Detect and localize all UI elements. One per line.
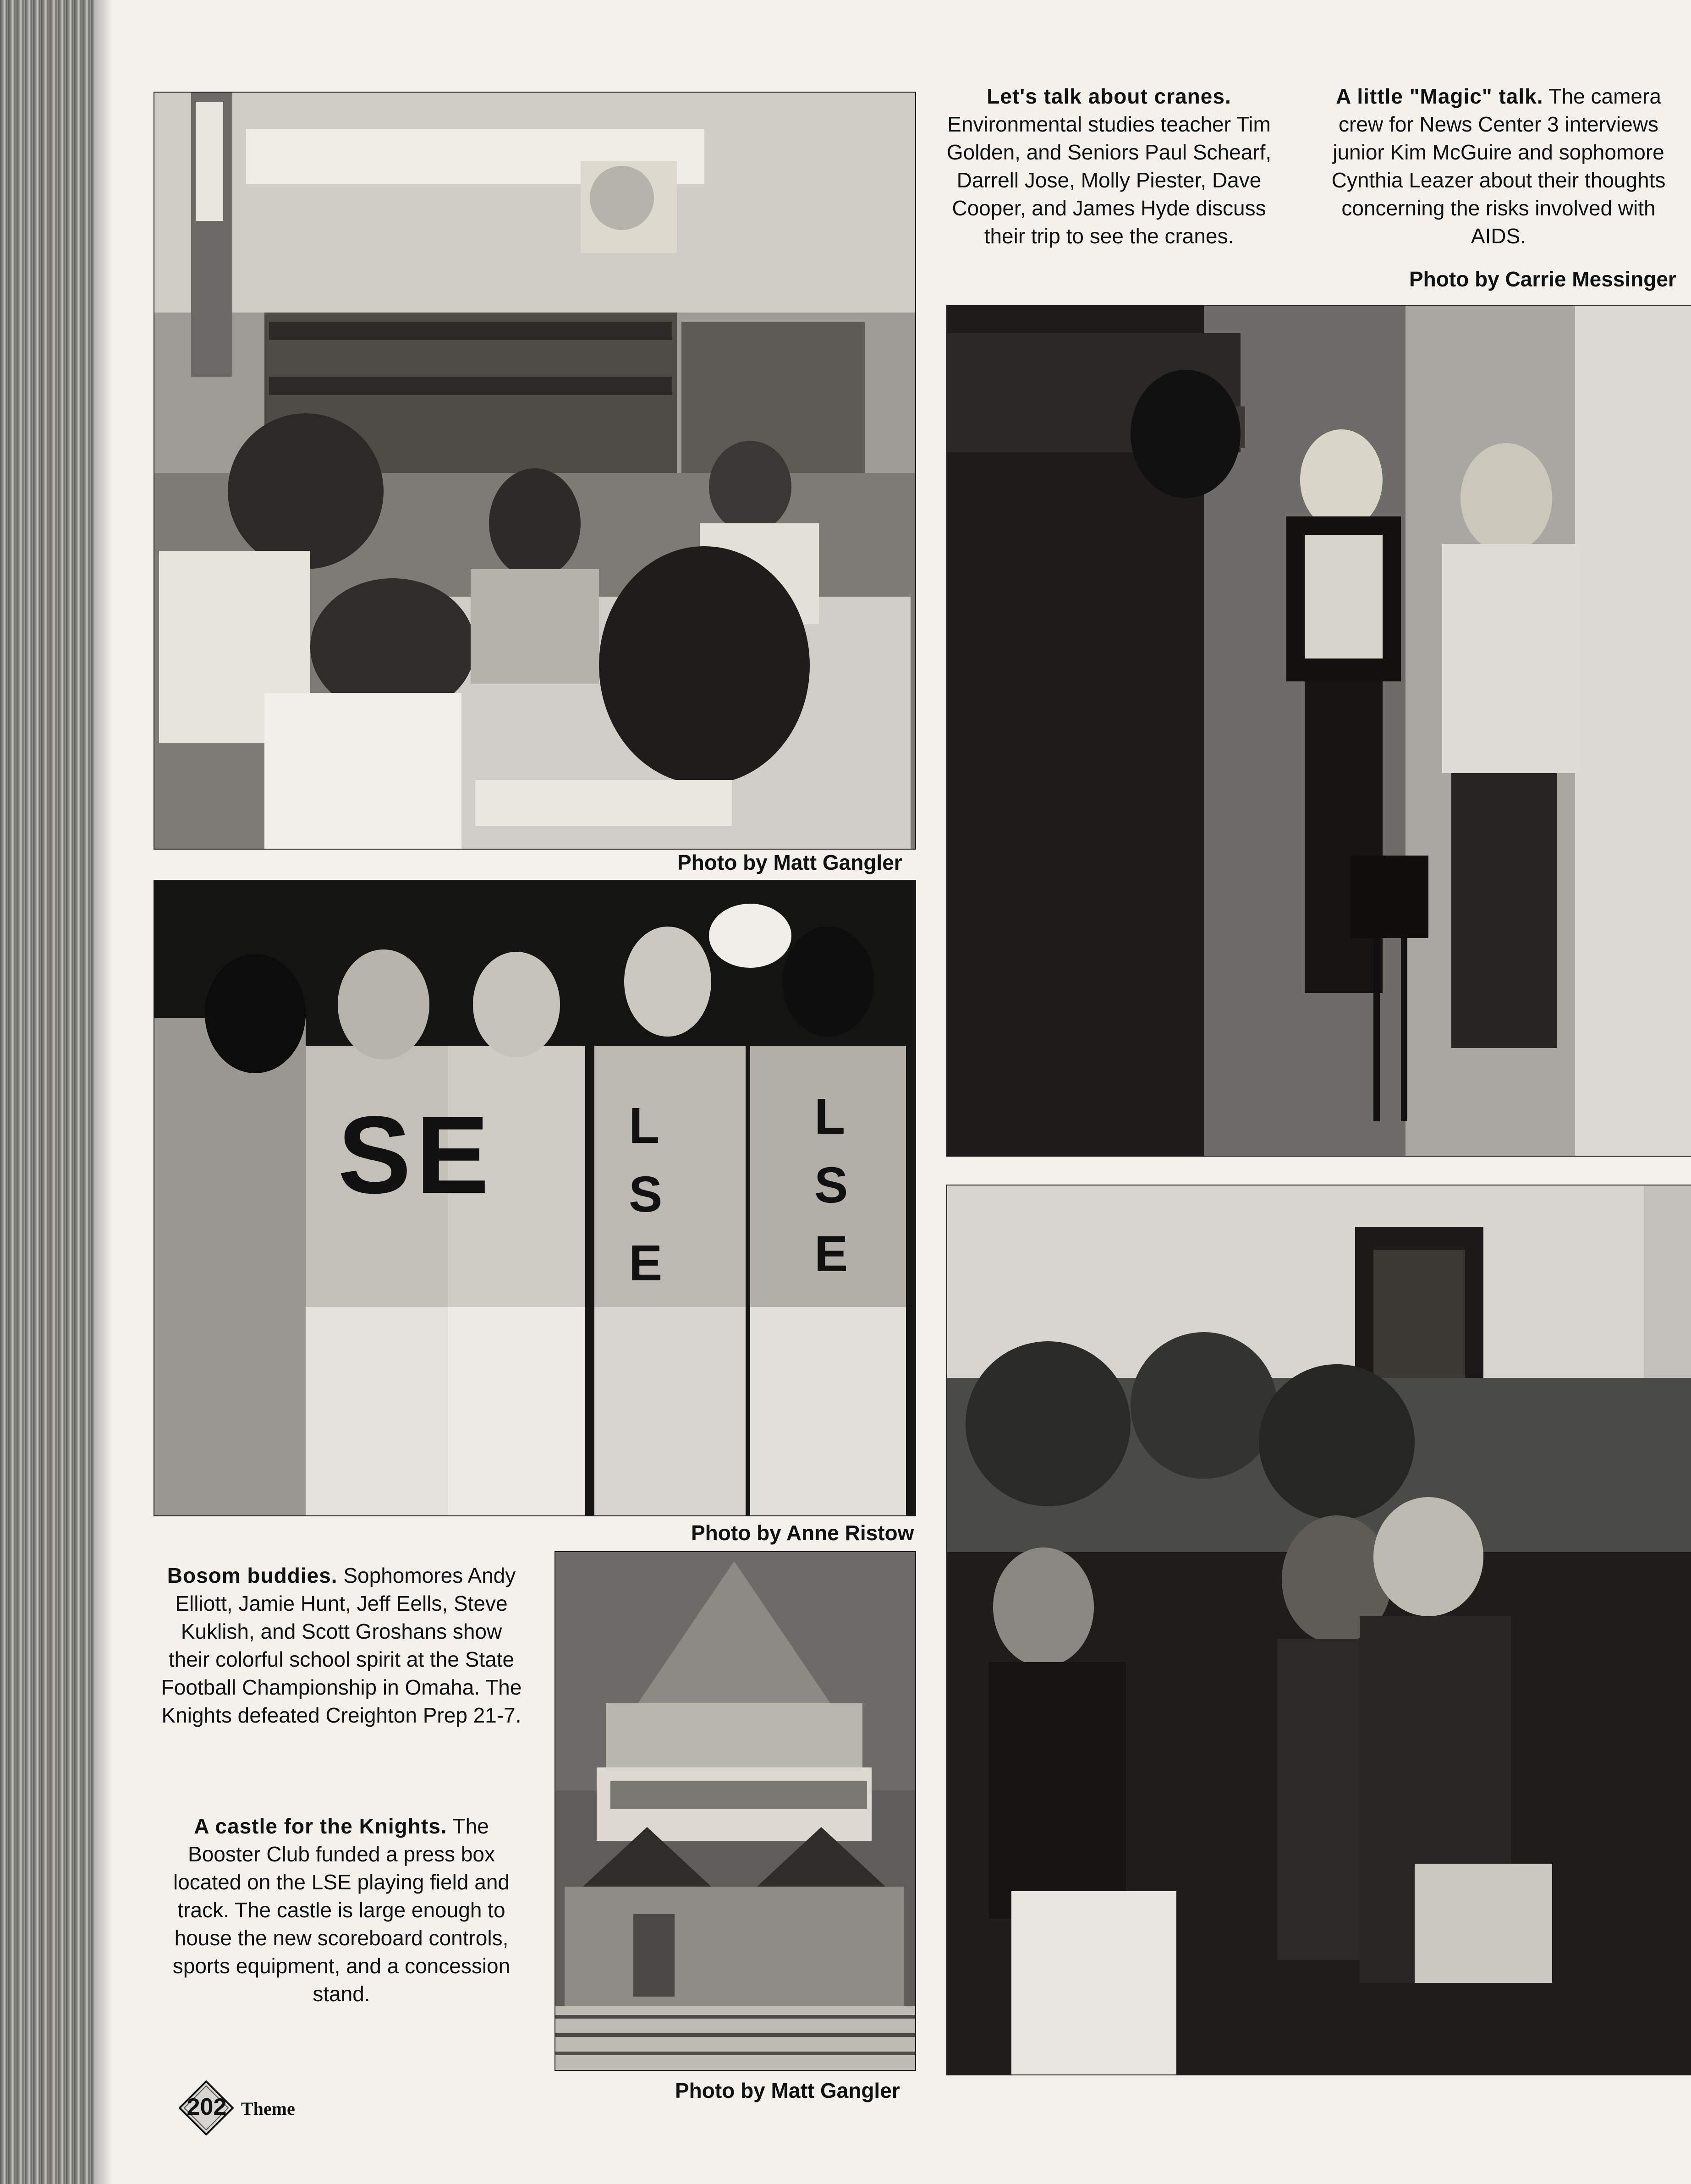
chest-paint-se: SE (338, 1093, 494, 1216)
caption-buddies (158, 1562, 525, 1729)
caption-magic-body: The camera crew for News Center 3 interviews junior Kim McGuire and sophomore Cynthia Leazer about their thoughts concerning the risks involved with AIDS. (1331, 84, 1666, 248)
caption-cranes-body: Environmental studies teacher Tim Golden, and Seniors Paul Schearf, Darrell Jose, Molly Piester, Dave Cooper, and James Hyde discuss their trip to see the cranes. (946, 112, 1272, 248)
photo-castle (555, 1551, 916, 2071)
caption-magic (1320, 82, 1677, 250)
photo-lobby-interview (946, 1185, 1691, 2075)
caption-buddies-body: Sophomores Andy Elliott, Jamie Hunt, Jeff Eells, Steve Kuklish, and Scott Groshans show their colorful school spirit at the State Football Championship in Omaha. The Knights defeated Creighton Prep 21-7. (161, 1564, 522, 1727)
chest-paint-lse-1: LSE (629, 1097, 663, 1291)
caption-cranes (930, 82, 1288, 250)
credit-classroom: Photo by Matt Gangler (677, 851, 902, 874)
photo-school-spirit (154, 880, 916, 1516)
photo-classroom (154, 92, 916, 850)
caption-buddies-lead: Bosom buddies. (167, 1564, 338, 1587)
caption-castle (158, 1812, 525, 2008)
caption-cranes-lead: Let's talk about cranes. (987, 84, 1231, 108)
credit-castle: Photo by Matt Gangler (675, 2079, 900, 2102)
section-label: Theme (241, 2098, 295, 2119)
credit-spirit: Photo by Anne Ristow (691, 1521, 914, 1545)
caption-magic-lead: A little "Magic" talk. (1336, 84, 1543, 108)
credit-camera: Photo by Carrie Messinger (1409, 267, 1676, 291)
caption-castle-body: The Booster Club funded a press box located on the LSE playing field and track. The castle is large enough to house the new scoreboard controls, sports equipment, and a concession stand. (172, 1814, 511, 2006)
photo-news-crew (946, 305, 1691, 1157)
chest-paint-lse-2: LSE (814, 1088, 848, 1282)
page-number: 202 (187, 2094, 227, 2120)
caption-castle-lead: A castle for the Knights. (194, 1814, 447, 1838)
binding-shadow (94, 0, 112, 2184)
book-binding (0, 0, 94, 2184)
